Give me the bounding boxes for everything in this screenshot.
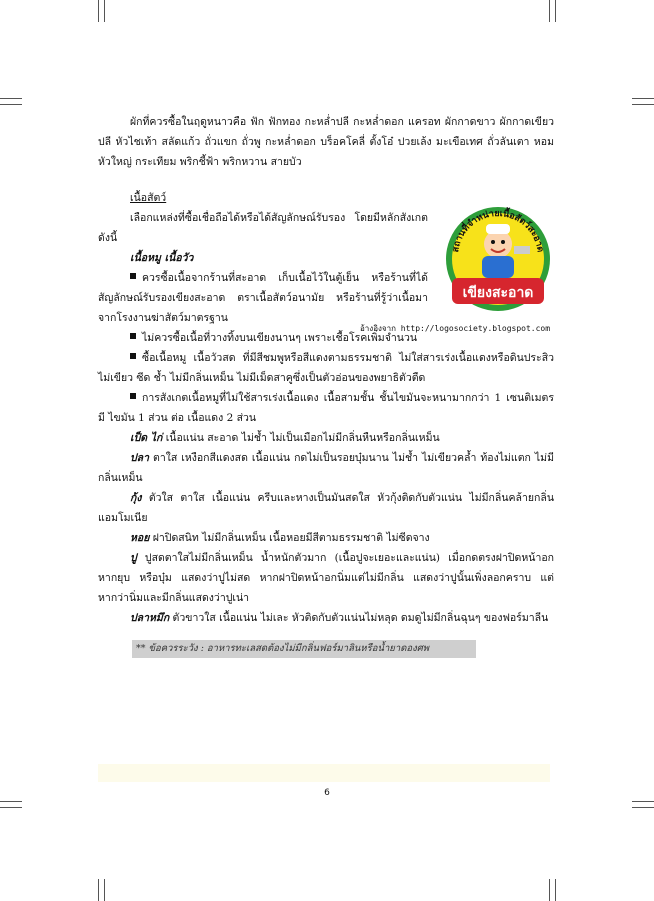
crop-mark: [632, 807, 654, 808]
square-bullet-icon: [130, 273, 136, 279]
square-bullet-icon: [130, 353, 136, 359]
crop-mark: [549, 879, 550, 901]
bullet-item: การสังเกตเนื้อหมูที่ไม่ใช้สารเร่งเนื้อแดง เนื้อสามชั้น ชั้นไขมันจะหนามากกว่า 1 เซนติเมตร มี ไขมัน 1 ส่วน ต่อ เนื้อแดง 2 ส่วน: [98, 392, 554, 424]
crop-mark: [0, 98, 22, 99]
page-number: 6: [324, 788, 330, 798]
crop-mark: [104, 0, 105, 22]
image-credit: อ้างอิงจาก http://logosociety.blogspot.com: [360, 324, 551, 333]
item-shellfish: หอย ฝาปิดสนิท ไม่มีกลิ่นเหม็น เนื้อหอยมีสีตามธรรมชาติ ไม่ซีดจาง: [130, 532, 430, 544]
square-bullet-icon: [130, 333, 136, 339]
crop-mark: [98, 0, 99, 22]
crop-mark: [0, 807, 22, 808]
svg-text:สถานที่จำหน่ายเนื้อสัตว์สะอาด: สถานที่จำหน่ายเนื้อสัตว์สะอาด: [451, 208, 545, 254]
item-squid: ปลาหมึก ตัวขาวใส เนื้อแน่น ไม่เละ หัวติดกับตัวแน่นไม่หลุด ดมดูไม่มีกลิ่นฉุนๆ ของฟอร์มาลีน: [130, 612, 549, 624]
clean-butcher-logo: [444, 204, 552, 314]
crop-mark: [0, 801, 22, 802]
item-duck-chicken: เป็ด ไก่ เนื้อแน่น สะอาด ไม่ช้ำ ไม่เป็นเมือกไม่มีกลิ่นหืนหรือกลิ่นเหม็น: [130, 432, 440, 444]
crop-mark: [555, 0, 556, 22]
crop-mark: [0, 104, 22, 105]
square-bullet-icon: [130, 393, 136, 399]
svg-text:เขียงสะอาด: เขียงสะอาด: [462, 285, 534, 301]
crop-mark: [632, 104, 654, 105]
item-fish: ปลา ตาใส เหงือกสีแดงสด เนื้อแน่น กดไม่เป็นรอยบุ๋มนาน ไม่ช้ำ ไม่เขียวคล้ำ ท้องไม่แตก ไม่มีกลิ่นเหม็น: [98, 452, 554, 484]
crop-mark: [104, 879, 105, 901]
crop-mark: [632, 98, 654, 99]
item-shrimp: กุ้ง ตัวใส ตาใส เนื้อแน่น ครีบและหางเป็นมันสดใส หัวกุ้งติดกับตัวแน่น ไม่มีกลิ่นคล้ายกลิ่นแอมโมเนีย: [98, 492, 554, 524]
item-crab: ปู ปูสดตาใสไม่มีกลิ่นเหม็น น้ำหนักตัวมาก (เนื้อปูจะเยอะและแน่น) เมื่อกดตรงฝาปิดหน้าอก หากยุบ หรือบุ๋ม แสดงว่าปูไม่สด หากฝาปิดหน้าอกนิ่มแต่ไม่มีกลิ่น แสดงว่าปูนั้นเพิ่งลอกคราบ แต่หากว่านิ่มและมีกลิ่นแสดงว่าปูเน่า: [98, 552, 554, 604]
intro-paragraph: ผักที่ควรซื้อในฤดูหนาวคือ ฟัก ฟักทอง กะหล่ำปลี กะหล่ำดอก แครอท ผักกาดขาว ผักกาดเขียวปลี หัวไชเท้า สลัดแก้ว ถั่วแขก ถั่วพู กะหล่ำดอก บร็อคโคลี่ ตั้งโอ๋ ปวยเล้ง มะเขือเทศ ถั่วลันเตา หอมหัวใหญ่ กระเทียม พริกชี้ฟ้า พริกหวาน สายบัว: [98, 116, 554, 168]
warning-note: ** ข้อควรระวัง : อาหารทะเลสดต้องไม่มีกลิ่นฟอร์มาลินหรือน้ำยาดองศพ: [132, 640, 476, 658]
meat-intro: เลือกแหล่งที่ซื้อเชื่อถือได้หรือได้สัญลักษณ์รับรอง โดยมีหลักสังเกตดังนี้: [98, 212, 428, 244]
crop-mark: [632, 801, 654, 802]
meat-heading: เนื้อสัตว์: [130, 192, 167, 204]
bullet-item: ซื้อเนื้อหมู เนื้อวัวสด ที่มีสีชมพูหรือสีแดงตามธรรมชาติ ไม่ใส่สารเร่งเนื้อแดงหรือดินประสิว ไม่เขียว ซีด ช้ำ ไม่มีกลิ่นเหม็น ไม่มีเม็ดสาคูซึ่งเป็นตัวอ่อนของพยาธิตัวตืด: [98, 352, 554, 384]
bullet-item: ควรซื้อเนื้อจากร้านที่สะอาด เก็บเนื้อไว้ในตู้เย็น หรือร้านที่ได้สัญลักษณ์รับรองเขียงสะอาด ตราเนื้อสัตว์อนามัย หรือร้านที่รู้ว่าเนื้อมาจากโรงงานฆ่าสัตว์มาตรฐาน: [98, 272, 428, 324]
pork-beef-heading: เนื้อหมู เนื้อวัว: [130, 252, 194, 264]
crop-mark: [555, 879, 556, 901]
bullet-item: ไม่ควรซื้อเนื้อที่วางทิ้งบนเขียงนานๆ เพราะเชื้อโรคเพิ่มจำนวน: [98, 328, 554, 348]
page-content: [98, 112, 554, 658]
crop-mark: [549, 0, 550, 22]
crop-mark: [98, 879, 99, 901]
footer-band: [98, 764, 550, 782]
